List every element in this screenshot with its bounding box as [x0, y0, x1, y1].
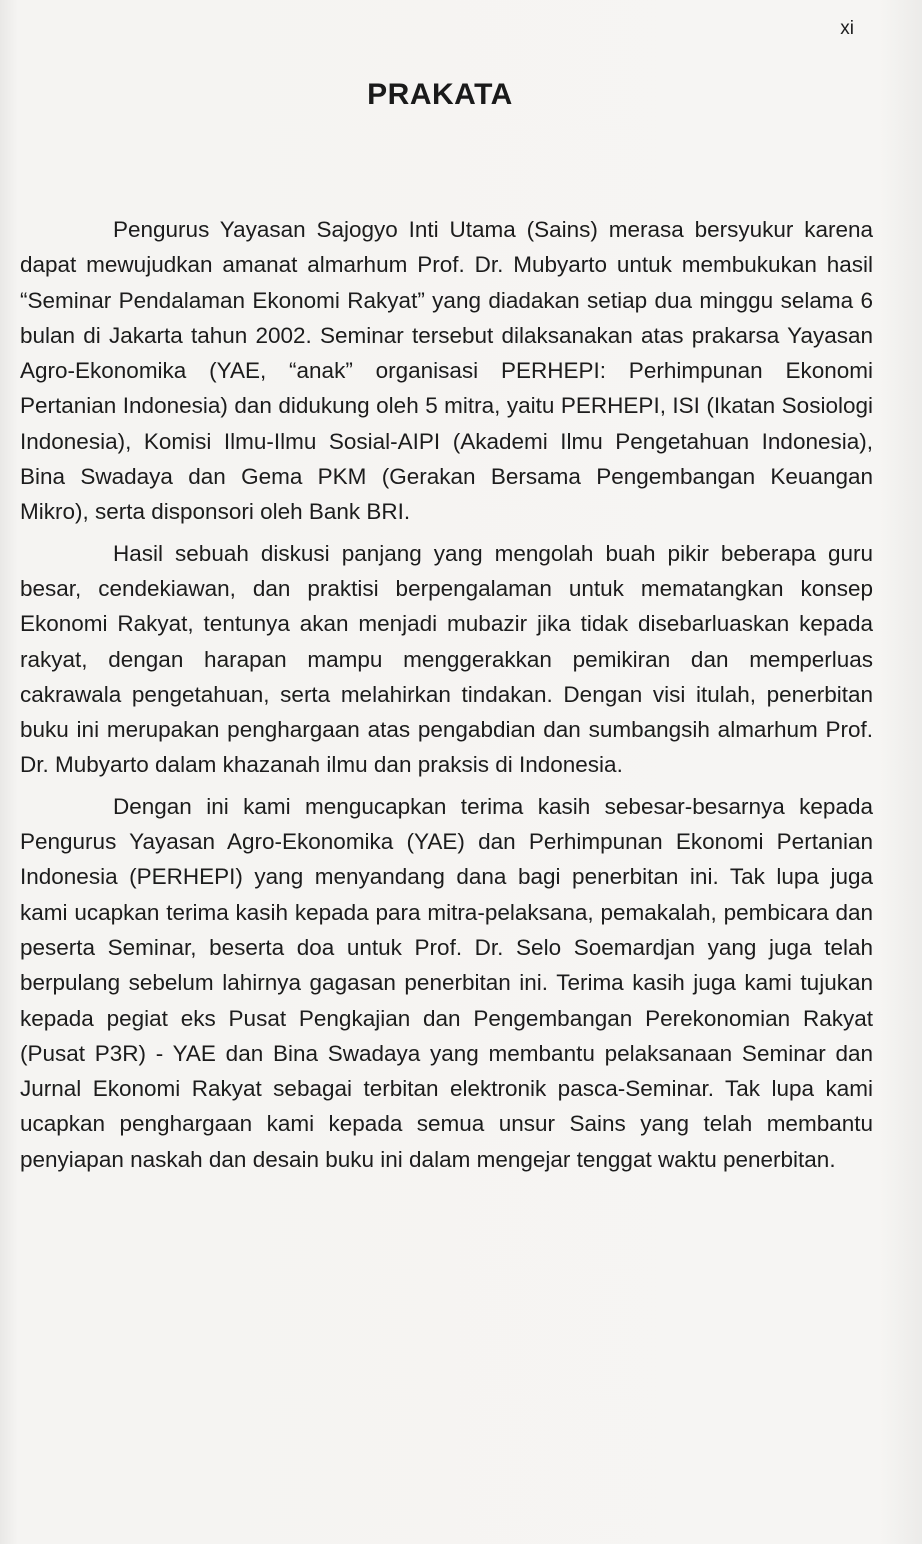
paragraph: Dengan ini kami mengucapkan terima kasih sebesar-besarnya kepada Pengurus Yayasan Agro-Ekonomika (YAE) dan Perhimpunan Ekonomi Pertanian Indonesia (PERHEPI) yang menyandang dana bagi penerbitan ini. Tak lupa juga kami ucapkan terima kasih kepada para mitra-pelaksana, pemakalah, pembicara dan peserta Seminar, beserta doa untuk Prof. Dr. Selo Soemardjan yang juga telah berpulang sebelum lahirnya gagasan penerbitan ini. Terima kasih juga kami tujukan kepada pegiat eks Pusat Pengkajian dan Pengembangan Perekonomian Rakyat (Pusat P3R) - YAE dan Bina Swadaya yang membantu pelaksanaan Seminar dan Jurnal Ekonomi Rakyat sebagai terbitan elektronik pasca-Seminar. Tak lupa kami ucapkan penghargaan kami kepada semua unsur Sains yang telah membantu penyiapan naskah dan desain buku ini dalam mengejar tenggat waktu penerbitan. — [20, 793, 873, 1172]
body-text — [20, 212, 873, 1183]
paragraph: Hasil sebuah diskusi panjang yang mengolah buah pikir beberapa guru besar, cendekiawan, dan praktisi berpengalaman untuk mematangkan konsep Ekonomi Rakyat, tentunya akan menjadi mubazir jika tidak disebarluaskan kepada rakyat, dengan harapan mampu menggerakkan pemikiran dan memperluas cakrawala pengetahuan, serta melahirkan tindakan. Dengan visi itulah, penerbitan buku ini merupakan penghargaan atas pengabdian dan sumbangsih almarhum Prof. Dr. Mubyarto dalam khazanah ilmu dan praksis di Indonesia. — [20, 540, 873, 778]
paragraph: Pengurus Yayasan Sajogyo Inti Utama (Sains) merasa bersyukur karena dapat mewujudkan amanat almarhum Prof. Dr. Mubyarto untuk membukukan hasil “Seminar Pendalaman Ekonomi Rakyat” yang diadakan setiap dua minggu selama 6 bulan di Jakarta tahun 2002. Seminar tersebut dilaksanakan atas prakarsa Yayasan Agro-Ekonomika (YAE, “anak” organisasi PERHEPI: Perhimpunan Ekonomi Pertanian Indonesia) dan didukung oleh 5 mitra, yaitu PERHEPI, ISI (Ikatan Sosiologi Indonesia), Komisi Ilmu-Ilmu Sosial-AIPI (Akademi Ilmu Pengetahuan Indonesia), Bina Swadaya dan Gema PKM (Gerakan Bersama Pengembangan Keuangan Mikro), serta disponsori oleh Bank BRI. — [20, 217, 873, 525]
page-number: xi — [840, 18, 854, 39]
page-title: PRAKATA — [367, 78, 513, 111]
